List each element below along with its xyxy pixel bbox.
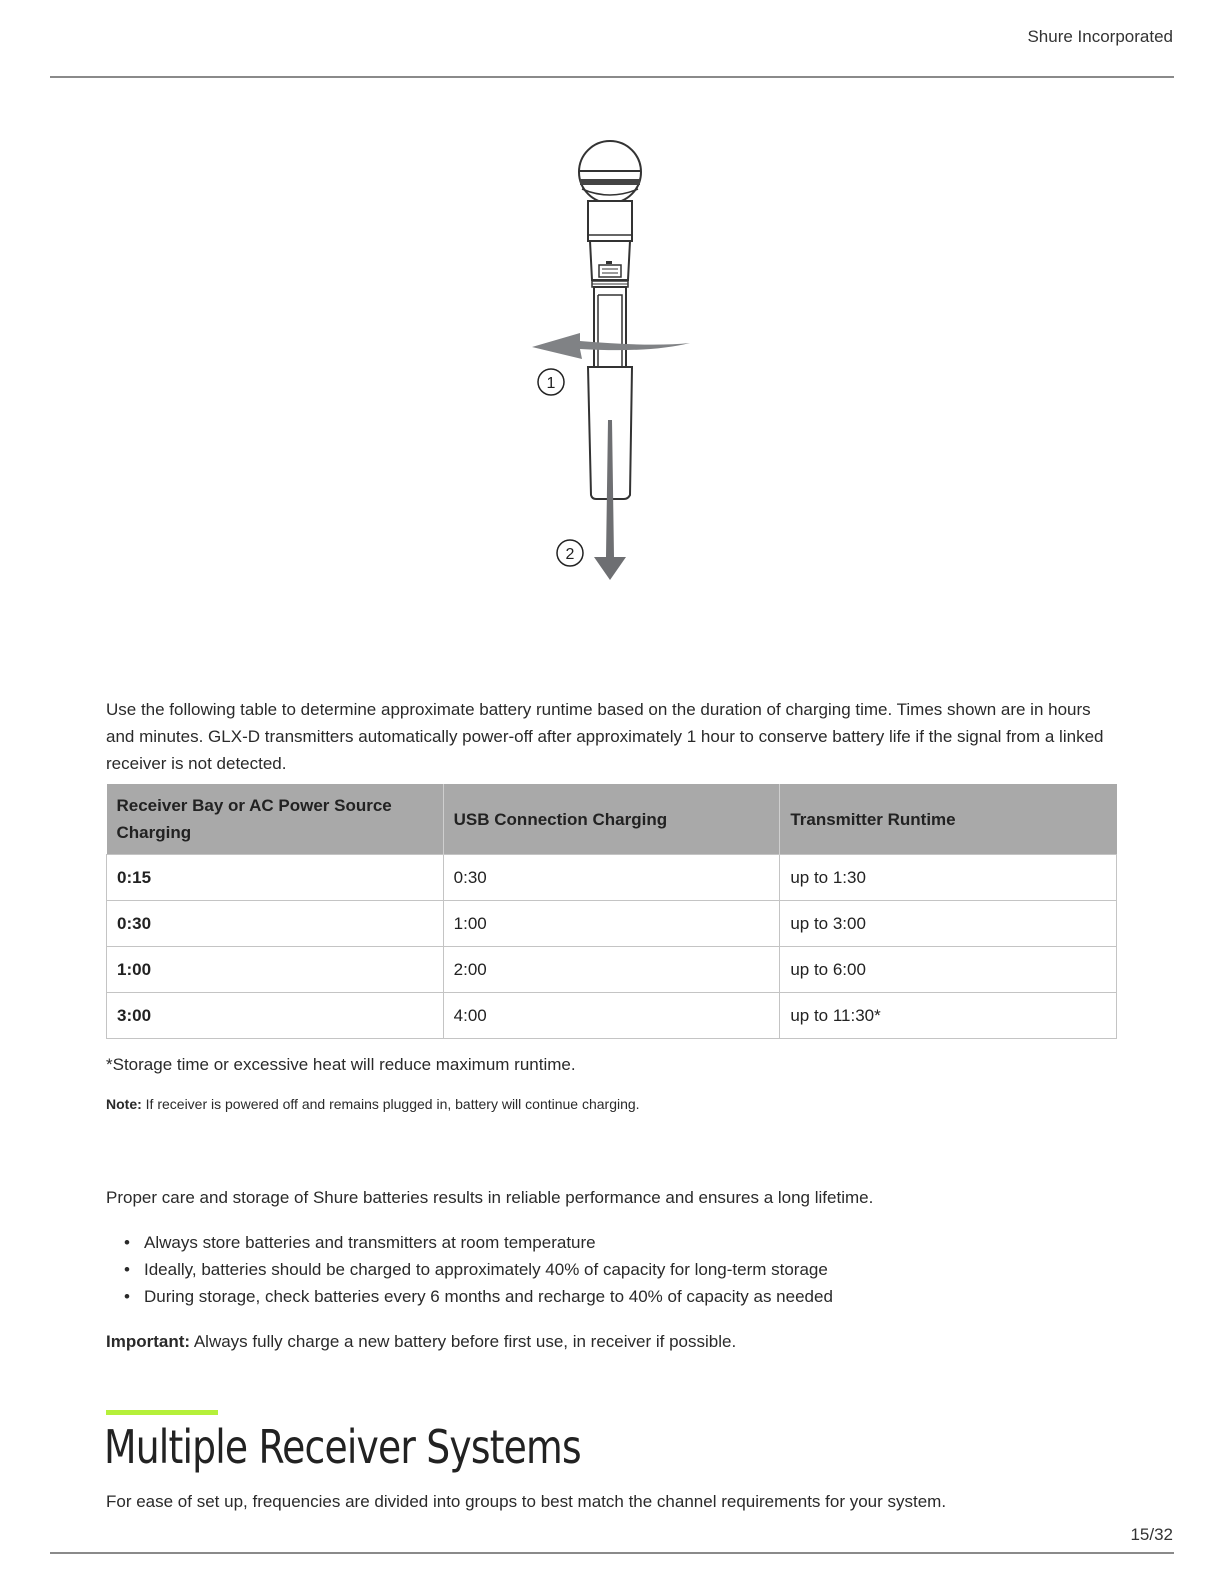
battery-care-intro: Proper care and storage of Shure batteries results in reliable performance and ensures a long lifetime. <box>106 1188 874 1207</box>
list-item-text: Ideally, batteries should be charged to approximately 40% of capacity for long-term storage <box>144 1260 828 1279</box>
runtime-cell: up to 3:00 <box>780 901 1117 947</box>
column-header-transmitter-runtime: Transmitter Runtime <box>780 784 1117 855</box>
runtime-cell: up to 6:00 <box>780 947 1117 993</box>
callout-1-label: 1 <box>546 375 556 392</box>
usb-charging-cell: 4:00 <box>443 993 780 1039</box>
receiver-charging-cell: 1:00 <box>107 947 444 993</box>
table-row <box>107 947 1117 993</box>
list-item-text: During storage, check batteries every 6 months and recharge to 40% of capacity as needed <box>144 1287 833 1306</box>
receiver-charging-cell: 3:00 <box>107 993 444 1039</box>
important-notice <box>106 1332 736 1352</box>
header-company-name: Shure Incorporated <box>1027 27 1173 46</box>
important-label: Important: <box>106 1332 191 1351</box>
footer-divider <box>50 1552 1174 1554</box>
section-accent-bar <box>106 1410 218 1415</box>
bullet-icon: • <box>124 1260 130 1279</box>
section-heading: Multiple Receiver Systems <box>104 1420 581 1474</box>
usb-charging-cell: 0:30 <box>443 855 780 901</box>
table-header-row <box>107 784 1117 855</box>
list-item <box>106 1229 833 1256</box>
bullet-icon: • <box>124 1287 130 1306</box>
battery-runtime-table <box>106 784 1117 1039</box>
usb-charging-cell: 2:00 <box>443 947 780 993</box>
column-header-usb-charging: USB Connection Charging <box>443 784 780 855</box>
section-intro-paragraph: For ease of set up, frequencies are divided into groups to best match the channel requirements for your system. <box>106 1492 947 1511</box>
column-header-receiver-charging: Receiver Bay or AC Power Source Charging <box>107 784 444 855</box>
table-row <box>107 855 1117 901</box>
table-row <box>107 901 1117 947</box>
header-divider <box>50 76 1174 78</box>
list-item <box>106 1283 833 1310</box>
microphone-grille-icon <box>579 141 641 203</box>
runtime-intro-paragraph: Use the following table to determine approximate battery runtime based on the duration of charging time. Times shown are in hours and minutes. GLX-D transmitters automatically power-off after approximately 1 hour to conserve battery life if the signal from a linked receiver is not detected. <box>106 700 1104 773</box>
charging-note <box>106 1096 640 1112</box>
runtime-cell: up to 11:30* <box>780 993 1117 1039</box>
runtime-footnote: *Storage time or excessive heat will reduce maximum runtime. <box>106 1055 576 1074</box>
runtime-cell: up to 1:30 <box>780 855 1117 901</box>
table-row <box>107 993 1117 1039</box>
receiver-charging-cell: 0:15 <box>107 855 444 901</box>
list-item <box>106 1256 833 1283</box>
page-number: 15/32 <box>1130 1525 1173 1544</box>
important-text: Always fully charge a new battery before first use, in receiver if possible. <box>190 1332 737 1351</box>
battery-care-list <box>106 1229 833 1310</box>
list-item-text: Always store batteries and transmitters at room temperature <box>144 1233 596 1252</box>
microphone-battery-removal-illustration <box>520 135 720 595</box>
bullet-icon: • <box>124 1233 130 1252</box>
note-label: Note: <box>106 1096 142 1112</box>
callout-2-label: 2 <box>565 546 575 563</box>
receiver-charging-cell: 0:30 <box>107 901 444 947</box>
usb-charging-cell: 1:00 <box>443 901 780 947</box>
note-text: If receiver is powered off and remains plugged in, battery will continue charging. <box>141 1096 640 1112</box>
